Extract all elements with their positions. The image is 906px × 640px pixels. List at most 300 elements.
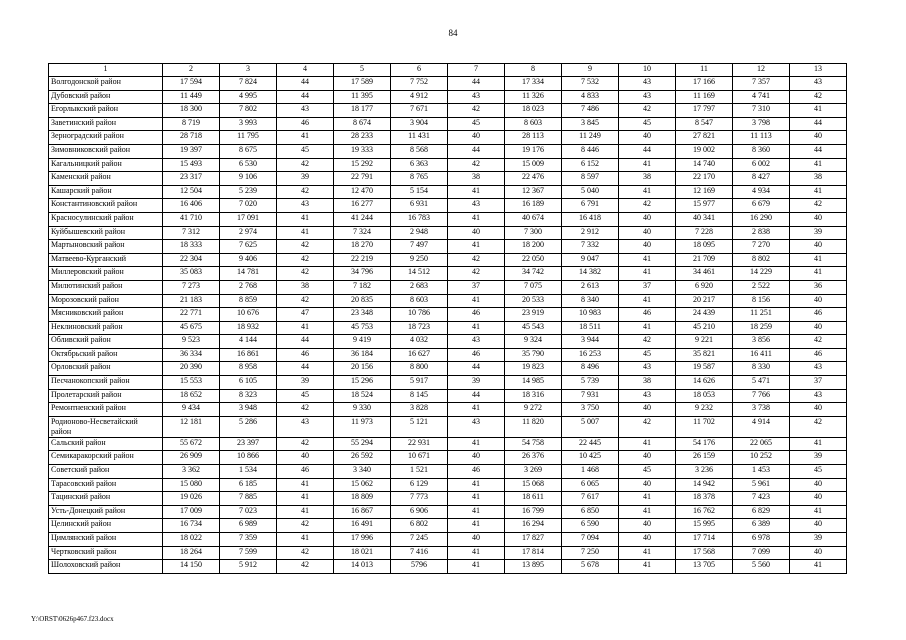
value-cell: 41 [619,321,676,335]
value-cell: 44 [448,144,505,158]
value-cell: 16 799 [505,505,562,519]
value-cell: 44 [619,144,676,158]
value-cell: 16 290 [733,212,790,226]
value-cell: 41 [448,546,505,560]
value-cell: 41 [619,492,676,506]
value-cell: 17 714 [676,533,733,547]
value-cell: 43 [790,77,847,91]
district-name-cell: Миллеровский район [49,267,163,281]
value-cell: 41 [448,560,505,574]
value-cell: 7 773 [391,492,448,506]
value-cell: 10 425 [562,451,619,465]
value-cell: 23 919 [505,308,562,322]
value-cell: 1 468 [562,465,619,479]
value-cell: 5 678 [562,560,619,574]
value-cell: 15 062 [334,478,391,492]
value-cell: 6 152 [562,158,619,172]
value-cell: 4 912 [391,90,448,104]
value-cell: 16 406 [163,199,220,213]
table-row [49,389,847,403]
value-cell: 7 324 [334,226,391,240]
value-cell: 12 470 [334,185,391,199]
value-cell: 9 523 [163,335,220,349]
value-cell: 8 958 [220,362,277,376]
value-cell: 14 626 [676,376,733,390]
value-cell: 18 021 [334,546,391,560]
value-cell: 7 359 [220,533,277,547]
value-cell: 14 985 [505,376,562,390]
page-number: 84 [448,28,458,38]
value-cell: 15 068 [505,478,562,492]
value-cell: 46 [277,117,334,131]
value-cell: 6 530 [220,158,277,172]
value-cell: 15 553 [163,376,220,390]
value-cell: 15 995 [676,519,733,533]
value-cell: 40 [448,226,505,240]
value-cell: 46 [448,465,505,479]
table-row [49,505,847,519]
value-cell: 42 [277,519,334,533]
value-cell: 3 856 [733,335,790,349]
value-cell: 43 [448,416,505,437]
value-cell: 8 859 [220,294,277,308]
value-cell: 6 105 [220,376,277,390]
value-cell: 4 995 [220,90,277,104]
value-cell: 15 296 [334,376,391,390]
value-cell: 41 [790,267,847,281]
value-cell: 8 675 [220,144,277,158]
value-cell: 18 264 [163,546,220,560]
value-cell: 46 [790,308,847,322]
value-cell: 36 184 [334,348,391,362]
table-row [49,437,847,451]
value-cell: 43 [790,362,847,376]
value-cell: 16 294 [505,519,562,533]
value-cell: 42 [790,90,847,104]
value-cell: 19 002 [676,144,733,158]
column-number: 6 [391,64,448,77]
value-cell: 11 449 [163,90,220,104]
value-cell: 41 [448,294,505,308]
value-cell: 3 828 [391,403,448,417]
value-cell: 41 [277,212,334,226]
value-cell: 43 [277,104,334,118]
value-cell: 45 [790,465,847,479]
value-cell: 2 768 [220,280,277,294]
value-cell: 20 835 [334,294,391,308]
table-row [49,492,847,506]
value-cell: 18 378 [676,492,733,506]
district-name-cell: Егорлыкский район [49,104,163,118]
value-cell: 14 740 [676,158,733,172]
value-cell: 13 895 [505,560,562,574]
table-row [49,199,847,213]
value-cell: 40 [619,478,676,492]
table-row [49,185,847,199]
value-cell: 8 802 [733,253,790,267]
value-cell: 16 861 [220,348,277,362]
value-cell: 7 250 [562,546,619,560]
value-cell: 55 294 [334,437,391,451]
value-cell: 42 [448,253,505,267]
value-cell: 37 [790,376,847,390]
value-cell: 22 050 [505,253,562,267]
value-cell: 10 671 [391,451,448,465]
value-cell: 40 [790,403,847,417]
value-cell: 2 912 [562,226,619,240]
value-cell: 19 587 [676,362,733,376]
value-cell: 41 [790,104,847,118]
value-cell: 11 702 [676,416,733,437]
value-cell: 11 169 [676,90,733,104]
value-cell: 40 [619,131,676,145]
district-name-cell: Октябрьский район [49,348,163,362]
value-cell: 2 948 [391,226,448,240]
value-cell: 7 766 [733,389,790,403]
value-cell: 44 [277,90,334,104]
table-row [49,451,847,465]
value-cell: 4 914 [733,416,790,437]
value-cell: 39 [277,172,334,186]
value-cell: 40 [619,451,676,465]
value-cell: 22 170 [676,172,733,186]
value-cell: 35 821 [676,348,733,362]
value-cell: 40 [790,546,847,560]
value-cell: 20 156 [334,362,391,376]
value-cell: 5 121 [391,416,448,437]
value-cell: 6 850 [562,505,619,519]
value-cell: 6 002 [733,158,790,172]
district-name-cell: Шолоховский район [49,560,163,574]
value-cell: 21 183 [163,294,220,308]
value-cell: 7 486 [562,104,619,118]
district-name-cell: Ремонтненский район [49,403,163,417]
value-cell: 4 032 [391,335,448,349]
value-cell: 26 592 [334,451,391,465]
value-cell: 7 310 [733,104,790,118]
value-cell: 7 245 [391,533,448,547]
table-row [49,294,847,308]
district-name-cell: Усть-Донецкий район [49,505,163,519]
value-cell: 40 [619,519,676,533]
value-cell: 42 [790,416,847,437]
value-cell: 36 334 [163,348,220,362]
column-number: 1 [49,64,163,77]
district-name-cell: Обливский район [49,335,163,349]
value-cell: 41 [448,185,505,199]
value-cell: 42 [277,546,334,560]
value-cell: 18 511 [562,321,619,335]
value-cell: 37 [619,280,676,294]
value-cell: 7 671 [391,104,448,118]
value-cell: 24 439 [676,308,733,322]
value-cell: 7 885 [220,492,277,506]
table-body [49,64,847,574]
district-name-cell: Песчанокопский район [49,376,163,390]
value-cell: 26 909 [163,451,220,465]
value-cell: 41 [790,437,847,451]
table-row [49,144,847,158]
value-cell: 41 [277,478,334,492]
column-number: 5 [334,64,391,77]
value-cell: 9 106 [220,172,277,186]
value-cell: 38 [277,280,334,294]
table-row [49,335,847,349]
value-cell: 40 [448,533,505,547]
value-cell: 40 [790,519,847,533]
value-cell: 18 177 [334,104,391,118]
value-cell: 40 [619,533,676,547]
value-cell: 10 866 [220,451,277,465]
value-cell: 3 993 [220,117,277,131]
value-cell: 18 652 [163,389,220,403]
value-cell: 39 [448,376,505,390]
value-cell: 2 683 [391,280,448,294]
value-cell: 41 [790,560,847,574]
value-cell: 39 [790,451,847,465]
table-row [49,77,847,91]
value-cell: 6 829 [733,505,790,519]
statistics-table [48,63,847,574]
value-cell: 5 007 [562,416,619,437]
value-cell: 8 603 [391,294,448,308]
value-cell: 7 824 [220,77,277,91]
value-cell: 41 [448,321,505,335]
value-cell: 41 [619,158,676,172]
value-cell: 41 [619,267,676,281]
table-row [49,519,847,533]
value-cell: 14 942 [676,478,733,492]
value-cell: 40 [790,131,847,145]
value-cell: 42 [448,158,505,172]
district-name-cell: Тацинский район [49,492,163,506]
column-number: 13 [790,64,847,77]
value-cell: 41 [619,185,676,199]
value-cell: 10 786 [391,308,448,322]
value-cell: 39 [790,226,847,240]
table-row [49,403,847,417]
value-cell: 23 397 [220,437,277,451]
value-cell: 6 129 [391,478,448,492]
value-cell: 6 989 [220,519,277,533]
value-cell: 45 210 [676,321,733,335]
value-cell: 8 156 [733,294,790,308]
value-cell: 43 [448,199,505,213]
value-cell: 10 983 [562,308,619,322]
value-cell: 40 [619,226,676,240]
value-cell: 5 286 [220,416,277,437]
value-cell: 5 560 [733,560,790,574]
value-cell: 18 524 [334,389,391,403]
value-cell: 18 023 [505,104,562,118]
value-cell: 44 [448,362,505,376]
table-row [49,348,847,362]
value-cell: 9 330 [334,403,391,417]
district-name-cell: Советский район [49,465,163,479]
value-cell: 7 423 [733,492,790,506]
value-cell: 15 080 [163,478,220,492]
value-cell: 44 [448,389,505,403]
column-number: 10 [619,64,676,77]
value-cell: 16 277 [334,199,391,213]
value-cell: 4 833 [562,90,619,104]
value-cell: 45 543 [505,321,562,335]
value-cell: 21 709 [676,253,733,267]
value-cell: 18 053 [676,389,733,403]
value-cell: 11 973 [334,416,391,437]
value-cell: 5 154 [391,185,448,199]
value-cell: 17 827 [505,533,562,547]
value-cell: 41 [619,294,676,308]
value-cell: 22 791 [334,172,391,186]
value-cell: 2 838 [733,226,790,240]
value-cell: 38 [448,172,505,186]
value-cell: 3 236 [676,465,733,479]
district-name-cell: Каменский район [49,172,163,186]
value-cell: 11 249 [562,131,619,145]
value-cell: 7 532 [562,77,619,91]
value-cell: 45 [448,117,505,131]
value-cell: 9 221 [676,335,733,349]
table-row [49,212,847,226]
value-cell: 2 974 [220,226,277,240]
value-cell: 22 065 [733,437,790,451]
district-name-cell: Родионово-Несветайский район [49,416,163,437]
value-cell: 9 250 [391,253,448,267]
value-cell: 42 [790,335,847,349]
value-cell: 37 [448,280,505,294]
value-cell: 46 [790,348,847,362]
district-name-cell: Морозовский район [49,294,163,308]
value-cell: 43 [790,389,847,403]
value-cell: 44 [790,144,847,158]
table-row [49,416,847,437]
district-name-cell: Зимовниковский район [49,144,163,158]
value-cell: 8 427 [733,172,790,186]
value-cell: 43 [619,77,676,91]
value-cell: 42 [277,185,334,199]
value-cell: 3 798 [733,117,790,131]
value-cell: 55 672 [163,437,220,451]
value-cell: 19 823 [505,362,562,376]
file-path-footer: Y:\ORST\0626p467.f23.docx [31,615,114,623]
value-cell: 40 [790,478,847,492]
value-cell: 11 795 [220,131,277,145]
value-cell: 45 [619,348,676,362]
value-cell: 16 491 [334,519,391,533]
table-row [49,90,847,104]
value-cell: 6 389 [733,519,790,533]
value-cell: 17 166 [676,77,733,91]
value-cell: 8 340 [562,294,619,308]
column-number: 12 [733,64,790,77]
table-row [49,131,847,145]
value-cell: 45 675 [163,321,220,335]
value-cell: 14 382 [562,267,619,281]
value-cell: 3 750 [562,403,619,417]
value-cell: 45 753 [334,321,391,335]
district-name-cell: Мясниковский район [49,308,163,322]
value-cell: 40 [448,131,505,145]
value-cell: 16 411 [733,348,790,362]
value-cell: 8 674 [334,117,391,131]
value-cell: 38 [619,172,676,186]
value-cell: 42 [619,199,676,213]
value-cell: 16 189 [505,199,562,213]
value-cell: 6 065 [562,478,619,492]
value-cell: 45 [619,465,676,479]
district-name-cell: Волгодонской район [49,77,163,91]
value-cell: 12 504 [163,185,220,199]
value-cell: 41 [277,492,334,506]
value-cell: 14 512 [391,267,448,281]
value-cell: 7 357 [733,77,790,91]
value-cell: 3 944 [562,335,619,349]
value-cell: 42 [790,199,847,213]
value-cell: 41 [619,505,676,519]
district-name-cell: Чертковский район [49,546,163,560]
column-number: 8 [505,64,562,77]
value-cell: 6 363 [391,158,448,172]
value-cell: 7 599 [220,546,277,560]
column-number: 3 [220,64,277,77]
value-cell: 18 316 [505,389,562,403]
value-cell: 16 762 [676,505,733,519]
value-cell: 7 182 [334,280,391,294]
value-cell: 20 533 [505,294,562,308]
value-cell: 42 [277,253,334,267]
value-cell: 40 [790,321,847,335]
value-cell: 41 [448,519,505,533]
value-cell: 3 904 [391,117,448,131]
district-name-cell: Тарасовский район [49,478,163,492]
value-cell: 40 [790,294,847,308]
value-cell: 9 232 [676,403,733,417]
value-cell: 5796 [391,560,448,574]
value-cell: 6 791 [562,199,619,213]
district-name-cell: Сальский район [49,437,163,451]
value-cell: 18 022 [163,533,220,547]
district-name-cell: Орловский район [49,362,163,376]
value-cell: 41 [619,546,676,560]
value-cell: 6 920 [676,280,733,294]
value-cell: 8 446 [562,144,619,158]
value-cell: 23 317 [163,172,220,186]
value-cell: 6 978 [733,533,790,547]
table-row [49,280,847,294]
value-cell: 41 [448,505,505,519]
value-cell: 14 781 [220,267,277,281]
value-cell: 9 434 [163,403,220,417]
value-cell: 18 300 [163,104,220,118]
value-cell: 43 [277,199,334,213]
value-cell: 22 445 [562,437,619,451]
value-cell: 40 [619,403,676,417]
value-cell: 3 845 [562,117,619,131]
value-cell: 3 738 [733,403,790,417]
value-cell: 46 [448,348,505,362]
value-cell: 18 809 [334,492,391,506]
value-cell: 17 589 [334,77,391,91]
value-cell: 6 802 [391,519,448,533]
value-cell: 7 023 [220,505,277,519]
value-cell: 14 229 [733,267,790,281]
value-cell: 15 009 [505,158,562,172]
value-cell: 42 [277,240,334,254]
value-cell: 4 144 [220,335,277,349]
value-cell: 8 765 [391,172,448,186]
value-cell: 13 705 [676,560,733,574]
